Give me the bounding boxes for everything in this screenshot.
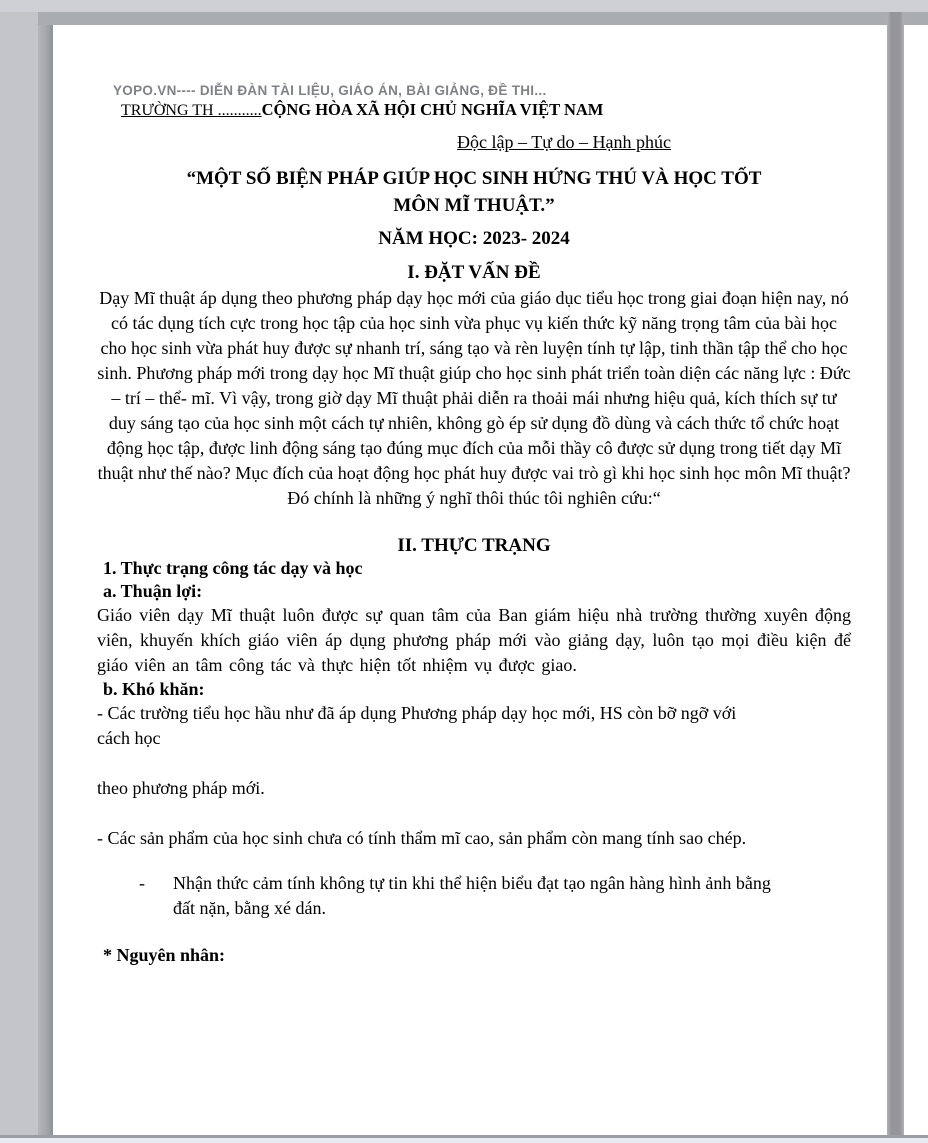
window-top-border-outer — [0, 0, 928, 12]
right-gutter — [904, 25, 928, 1135]
bullet-dash: - — [139, 873, 145, 893]
doc-title — [97, 165, 851, 219]
doc-title-line2: MÔN MĨ THUẬT.” — [393, 195, 555, 216]
page-right-edge — [887, 12, 904, 1135]
difficulties-heading: b. Khó khăn: — [103, 679, 205, 699]
document-page — [53, 25, 887, 1135]
subsection-1-heading: 1. Thực trạng công tác dạy và học — [103, 558, 363, 578]
motto-line: Độc lập – Tự do – Hạnh phúc — [457, 132, 671, 152]
advantages-paragraph: Giáo viên dạy Mĩ thuật luôn được sự quan tâm của Ban giám hiệu nhà trường thường xuyên động viên, khuyến khích giáo viên áp dụng phương pháp mới vào giảng dạy, luôn tạo mọi điều kiện để giáo viên an tâm công tác và thực hiện tốt nhiệm vụ được giao. — [97, 605, 851, 675]
school-year: NĂM HỌC: 2023- 2024 — [378, 228, 570, 249]
canvas-left-margin — [0, 12, 38, 1135]
difficulty-item-3 — [139, 871, 851, 921]
difficulty-item-3-text: Nhận thức cảm tính không tự tin khi thể hiện biểu đạt tạo ngân hàng hình ảnh bằng đất nặn, bằng xé dán. — [173, 873, 771, 918]
republic-title: CỘNG HÒA XÃ HỘI CHỦ NGHĨA VIỆT NAM — [261, 100, 604, 119]
section-1-paragraph: Dạy Mĩ thuật áp dụng theo phương pháp dạy học mới của giáo dục tiểu học trong giai đoạn hiện nay, nó có tác dụng tích cực trong học tập của học sinh vừa phục vụ kiến thức kỹ năng trọng tâm của bài học cho học sinh vừa phát huy được sự nhanh trí, sáng tạo và rèn luyện tính tự lập, tinh thần tập thể cho học sinh. Phương pháp mới trong dạy học Mĩ thuật giúp cho học sinh phát triển toàn diện các năng lực : Đức – trí – thể- mĩ. Vì vậy, trong giờ dạy Mĩ thuật phải diễn ra thoải mái nhưng hiệu quả, kích thích sự tư duy sáng tạo của học sinh một cách tự nhiên, không gò ép sử dụng đồ dùng và cách thức tổ chức hoạt động học tập, được linh động sáng tạo đúng mục đích của mỗi thầy cô được sử dụng trong tiết dạy Mĩ thuật như thế nào? Mục đích của hoạt động học phát huy được vai trò gì khi học sinh học môn Mĩ thuật? Đó chính là những ý nghĩ thôi thúc tôi nghiên cứu:“ — [97, 288, 851, 508]
difficulty-item-1-continuation: theo phương pháp mới. — [97, 778, 265, 798]
section-2-heading: II. THỰC TRẠNG — [397, 535, 551, 556]
doc-title-line1: “MỘT SỐ BIỆN PHÁP GIÚP HỌC SINH HỨNG THÚ VÀ HỌC TỐT — [186, 168, 762, 189]
page-left-edge-shadow — [38, 25, 53, 1135]
difficulty-item-2: - Các sản phẩm của học sinh chưa có tính thẩm mĩ cao, sản phẩm còn mang tính sao chép. — [97, 828, 747, 848]
school-name: TRƯỜNG TH ........... — [121, 102, 262, 119]
school-name-line — [121, 100, 851, 120]
cause-heading: * Nguyên nhân: — [103, 945, 226, 965]
window-top-border-inner — [38, 12, 928, 25]
status-bar — [0, 1138, 928, 1143]
advantages-heading: a. Thuận lợi: — [103, 581, 203, 601]
section-1-heading: I. ĐẶT VẤN ĐỀ — [407, 262, 541, 283]
watermark-line: YOPO.VN---- DIỄN ĐÀN TÀI LIỆU, GIÁO ÁN, BÀI GIẢNG, ĐỀ THI... — [113, 83, 547, 98]
difficulty-item-1: - Các trường tiểu học hầu như đã áp dụng Phương pháp dạy học mới, HS còn bỡ ngỡ với cách học — [97, 703, 737, 748]
